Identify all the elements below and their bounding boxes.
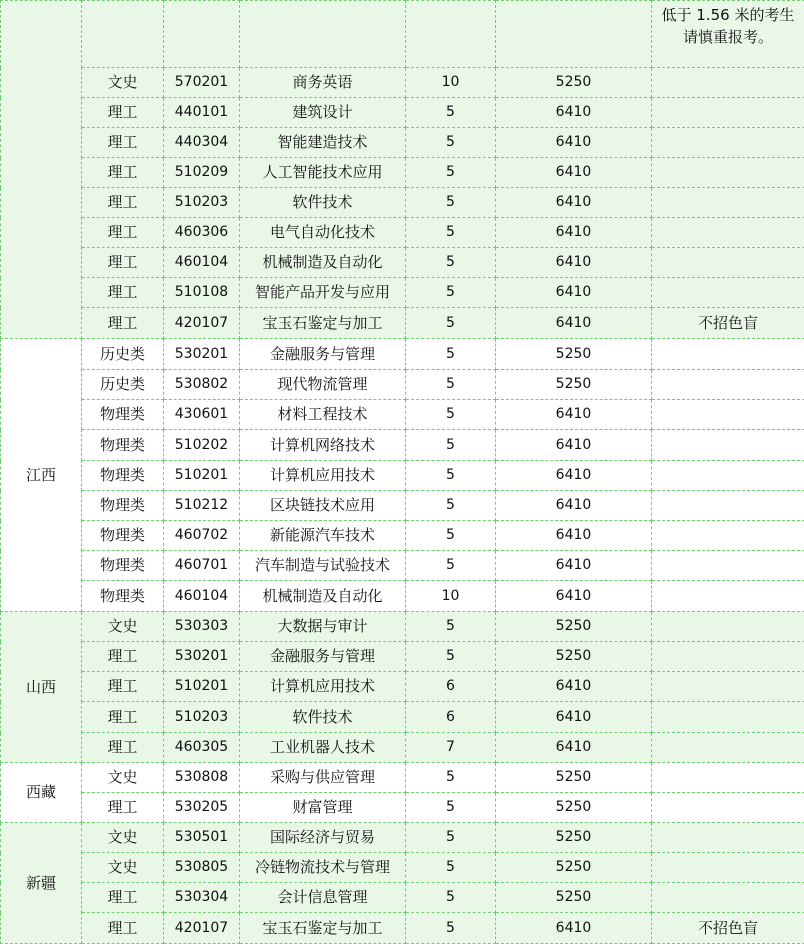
code-cell: 510203 xyxy=(164,702,240,733)
fee-cell: 6410 xyxy=(496,461,652,491)
subject-cell: 物理类 xyxy=(82,400,164,430)
table-row xyxy=(1,581,804,612)
quota-cell: 5 xyxy=(406,491,496,521)
subject-cell: 理工 xyxy=(82,128,164,158)
fee-cell: 5250 xyxy=(496,823,652,853)
major-cell: 现代物流管理 xyxy=(240,370,406,400)
note-cell xyxy=(652,188,804,218)
code-cell: 510201 xyxy=(164,461,240,491)
major-cell: 国际经济与贸易 xyxy=(240,823,406,853)
note-cell xyxy=(652,491,804,521)
fee-cell: 5250 xyxy=(496,339,652,370)
table-row xyxy=(1,853,804,883)
subject-cell: 文史 xyxy=(82,853,164,883)
fee-cell: 6410 xyxy=(496,672,652,702)
quota-cell: 5 xyxy=(406,461,496,491)
major-cell: 计算机应用技术 xyxy=(240,672,406,702)
table-row xyxy=(1,672,804,702)
note-cell xyxy=(652,823,804,853)
quota-cell: 5 xyxy=(406,308,496,339)
code-cell: 510201 xyxy=(164,672,240,702)
code-cell: 510202 xyxy=(164,430,240,461)
table-row xyxy=(1,823,804,853)
table-row xyxy=(1,370,804,400)
subject-cell: 物理类 xyxy=(82,521,164,551)
province-cell: 山西 xyxy=(1,612,82,763)
subject-cell: 理工 xyxy=(82,702,164,733)
fee-cell: 6410 xyxy=(496,702,652,733)
quota-cell: 5 xyxy=(406,793,496,823)
code-cell: 510203 xyxy=(164,188,240,218)
table-row xyxy=(1,612,804,642)
subject-cell: 物理类 xyxy=(82,461,164,491)
fee-cell: 6410 xyxy=(496,581,652,612)
code-cell: 530805 xyxy=(164,853,240,883)
fee-cell: 5250 xyxy=(496,793,652,823)
note-cell xyxy=(652,733,804,763)
quota-cell: 5 xyxy=(406,370,496,400)
code-cell: 430601 xyxy=(164,400,240,430)
major-cell: 大数据与审计 xyxy=(240,612,406,642)
top-note-cell: 低于 1.56 米的考生请慎重报考。 xyxy=(652,1,804,68)
fee-cell: 6410 xyxy=(496,491,652,521)
note-cell xyxy=(652,370,804,400)
fee-cell: 6410 xyxy=(496,278,652,308)
fee-cell: 5250 xyxy=(496,370,652,400)
fee-cell: 6410 xyxy=(496,128,652,158)
table-row xyxy=(1,128,804,158)
note-cell xyxy=(652,672,804,702)
note-cell xyxy=(652,248,804,278)
major-cell: 人工智能技术应用 xyxy=(240,158,406,188)
subject-cell: 理工 xyxy=(82,278,164,308)
subject-cell: 理工 xyxy=(82,158,164,188)
major-cell: 宝玉石鉴定与加工 xyxy=(240,308,406,339)
fee-cell: 6410 xyxy=(496,218,652,248)
code-cell: 420107 xyxy=(164,913,240,944)
note-cell xyxy=(652,763,804,793)
code-cell: 460702 xyxy=(164,521,240,551)
table-row xyxy=(1,551,804,581)
major-cell: 汽车制造与试验技术 xyxy=(240,551,406,581)
major-cell: 冷链物流技术与管理 xyxy=(240,853,406,883)
quota-cell: 5 xyxy=(406,913,496,944)
fee-cell: 6410 xyxy=(496,98,652,128)
code-cell: 510108 xyxy=(164,278,240,308)
note-cell xyxy=(652,461,804,491)
note-cell: 不招色盲 xyxy=(652,913,804,944)
table-row xyxy=(1,400,804,430)
table-row xyxy=(1,1,804,68)
major-cell: 机械制造及自动化 xyxy=(240,581,406,612)
note-cell xyxy=(652,339,804,370)
major-cell: 工业机器人技术 xyxy=(240,733,406,763)
subject-cell: 理工 xyxy=(82,793,164,823)
table-row xyxy=(1,521,804,551)
table-row xyxy=(1,248,804,278)
major-cell: 软件技术 xyxy=(240,188,406,218)
note-cell xyxy=(652,581,804,612)
subject-cell: 理工 xyxy=(82,672,164,702)
major-cell: 财富管理 xyxy=(240,793,406,823)
code-cell: 530802 xyxy=(164,370,240,400)
note-cell xyxy=(652,853,804,883)
note-cell xyxy=(652,128,804,158)
major-cell: 计算机网络技术 xyxy=(240,430,406,461)
fee-cell: 6410 xyxy=(496,308,652,339)
major-cell: 新能源汽车技术 xyxy=(240,521,406,551)
major-cell: 商务英语 xyxy=(240,68,406,98)
code-cell: 460104 xyxy=(164,581,240,612)
quota-cell: 5 xyxy=(406,128,496,158)
subject-cell: 历史类 xyxy=(82,370,164,400)
major-cell: 机械制造及自动化 xyxy=(240,248,406,278)
quota-cell: 6 xyxy=(406,672,496,702)
quota-cell: 5 xyxy=(406,218,496,248)
subject-cell: 理工 xyxy=(82,308,164,339)
code-cell: 440101 xyxy=(164,98,240,128)
major-cell: 软件技术 xyxy=(240,702,406,733)
fee-cell: 5250 xyxy=(496,642,652,672)
note-cell xyxy=(652,98,804,128)
note-cell xyxy=(652,702,804,733)
subject-cell: 文史 xyxy=(82,612,164,642)
major-cell: 会计信息管理 xyxy=(240,883,406,913)
fee-cell: 5250 xyxy=(496,883,652,913)
code-cell: 460701 xyxy=(164,551,240,581)
fee-cell: 6410 xyxy=(496,400,652,430)
quota-cell: 5 xyxy=(406,248,496,278)
subject-cell: 物理类 xyxy=(82,491,164,521)
code-cell: 510209 xyxy=(164,158,240,188)
code-cell: 530205 xyxy=(164,793,240,823)
code-cell: 460104 xyxy=(164,248,240,278)
fee-cell: 5250 xyxy=(496,853,652,883)
quota-cell: 5 xyxy=(406,612,496,642)
code-cell: 440304 xyxy=(164,128,240,158)
note-cell xyxy=(652,551,804,581)
fee-cell: 6410 xyxy=(496,733,652,763)
subject-cell: 物理类 xyxy=(82,551,164,581)
quota-cell: 6 xyxy=(406,702,496,733)
quota-cell: 7 xyxy=(406,733,496,763)
table-row xyxy=(1,158,804,188)
table-row xyxy=(1,188,804,218)
major-cell: 金融服务与管理 xyxy=(240,339,406,370)
major-cell: 智能产品开发与应用 xyxy=(240,278,406,308)
subject-cell: 理工 xyxy=(82,218,164,248)
subject-cell: 文史 xyxy=(82,68,164,98)
major-cell: 建筑设计 xyxy=(240,98,406,128)
major-cell: 区块链技术应用 xyxy=(240,491,406,521)
quota-cell: 5 xyxy=(406,98,496,128)
province-cell: 新疆 xyxy=(1,823,82,944)
table-row xyxy=(1,308,804,339)
major-cell: 宝玉石鉴定与加工 xyxy=(240,913,406,944)
subject-cell: 文史 xyxy=(82,823,164,853)
note-cell: 不招色盲 xyxy=(652,308,804,339)
subject-cell: 物理类 xyxy=(82,581,164,612)
table-row xyxy=(1,642,804,672)
table-row xyxy=(1,763,804,793)
subject-cell: 物理类 xyxy=(82,430,164,461)
table-row xyxy=(1,98,804,128)
major-cell: 电气自动化技术 xyxy=(240,218,406,248)
quota-cell: 5 xyxy=(406,400,496,430)
quota-cell: 5 xyxy=(406,339,496,370)
fee-cell: 6410 xyxy=(496,188,652,218)
subject-cell: 理工 xyxy=(82,188,164,218)
subject-cell: 理工 xyxy=(82,883,164,913)
note-cell xyxy=(652,278,804,308)
note-cell xyxy=(652,521,804,551)
subject-cell: 理工 xyxy=(82,913,164,944)
quota-cell: 5 xyxy=(406,521,496,551)
fee-cell: 5250 xyxy=(496,612,652,642)
table-row xyxy=(1,68,804,98)
fee-cell: 6410 xyxy=(496,158,652,188)
fee-cell: 6410 xyxy=(496,248,652,278)
fee-cell: 5250 xyxy=(496,763,652,793)
province-cell: 江西 xyxy=(1,339,82,612)
table-row xyxy=(1,218,804,248)
province-cell: 西藏 xyxy=(1,763,82,823)
table-row xyxy=(1,883,804,913)
quota-cell: 5 xyxy=(406,642,496,672)
major-cell: 材料工程技术 xyxy=(240,400,406,430)
note-cell xyxy=(652,642,804,672)
code-cell: 530201 xyxy=(164,339,240,370)
note-cell xyxy=(652,218,804,248)
note-cell xyxy=(652,793,804,823)
quota-cell: 5 xyxy=(406,551,496,581)
quota-cell: 10 xyxy=(406,68,496,98)
fee-cell: 6410 xyxy=(496,913,652,944)
province-cell xyxy=(1,1,82,339)
table-row xyxy=(1,278,804,308)
quota-cell: 5 xyxy=(406,278,496,308)
note-cell xyxy=(652,68,804,98)
quota-cell: 5 xyxy=(406,883,496,913)
major-cell: 计算机应用技术 xyxy=(240,461,406,491)
note-cell xyxy=(652,158,804,188)
note-cell xyxy=(652,612,804,642)
subject-cell: 理工 xyxy=(82,642,164,672)
quota-cell: 5 xyxy=(406,188,496,218)
table-body xyxy=(1,1,804,944)
table-row xyxy=(1,913,804,944)
table-row xyxy=(1,702,804,733)
subject-cell: 理工 xyxy=(82,248,164,278)
quota-cell: 10 xyxy=(406,581,496,612)
code-cell: 530303 xyxy=(164,612,240,642)
table-row xyxy=(1,491,804,521)
quota-cell: 5 xyxy=(406,853,496,883)
code-cell: 570201 xyxy=(164,68,240,98)
fee-cell: 5250 xyxy=(496,68,652,98)
quota-cell: 5 xyxy=(406,823,496,853)
fee-cell: 6410 xyxy=(496,521,652,551)
code-cell: 530501 xyxy=(164,823,240,853)
quota-cell: 5 xyxy=(406,430,496,461)
subject-cell: 理工 xyxy=(82,733,164,763)
major-cell: 智能建造技术 xyxy=(240,128,406,158)
major-cell: 采购与供应管理 xyxy=(240,763,406,793)
note-cell xyxy=(652,400,804,430)
table-row xyxy=(1,793,804,823)
code-cell: 530304 xyxy=(164,883,240,913)
subject-cell: 理工 xyxy=(82,98,164,128)
note-cell xyxy=(652,430,804,461)
subject-cell: 文史 xyxy=(82,763,164,793)
major-cell: 金融服务与管理 xyxy=(240,642,406,672)
code-cell: 460305 xyxy=(164,733,240,763)
code-cell: 530808 xyxy=(164,763,240,793)
quota-cell: 5 xyxy=(406,763,496,793)
table-row xyxy=(1,430,804,461)
table-row xyxy=(1,461,804,491)
note-cell xyxy=(652,883,804,913)
code-cell: 420107 xyxy=(164,308,240,339)
code-cell: 510212 xyxy=(164,491,240,521)
table-row xyxy=(1,733,804,763)
subject-cell: 历史类 xyxy=(82,339,164,370)
fee-cell: 6410 xyxy=(496,551,652,581)
fee-cell: 6410 xyxy=(496,430,652,461)
table-row xyxy=(1,339,804,370)
quota-cell: 5 xyxy=(406,158,496,188)
code-cell: 460306 xyxy=(164,218,240,248)
code-cell: 530201 xyxy=(164,642,240,672)
